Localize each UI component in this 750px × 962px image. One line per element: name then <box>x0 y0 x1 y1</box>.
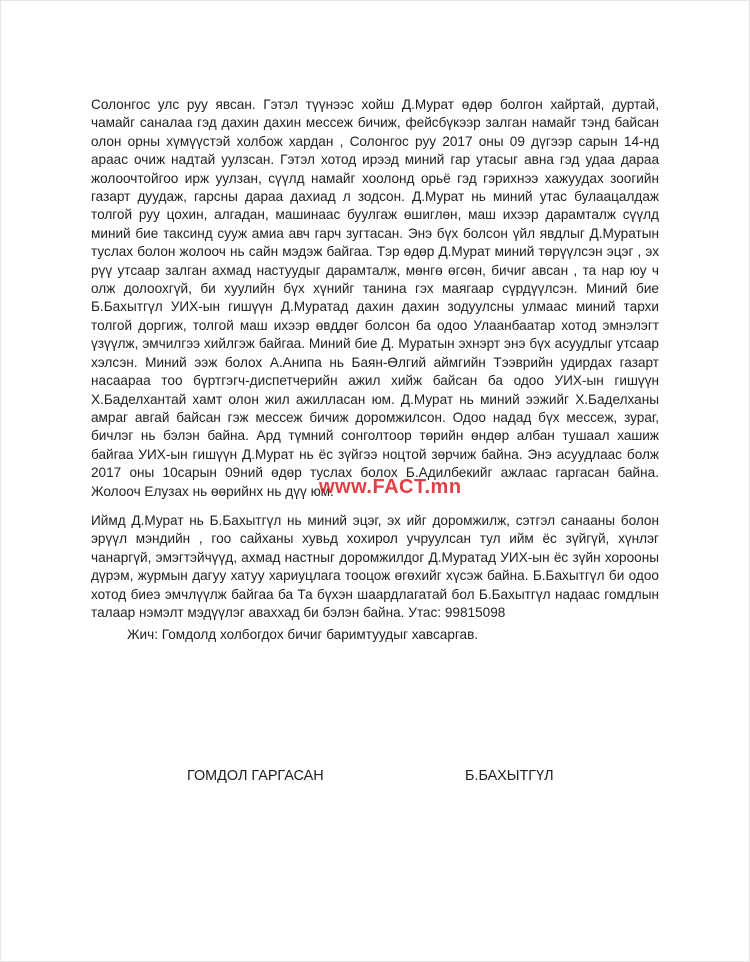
signature-name: Б.БАХЫТГҮЛ <box>465 768 554 784</box>
body-paragraph-1: Солонгос улс руу явсан. Гэтэл түүнээс хойш Д.Мурат өдөр болгон хайртай, дуртай, чамайг саналаа гэд дахин дахин мессеж бичиж, фейсбүкээр залган намайг тэнд байсан олон орны хүмүүстэй холбож хардан , Солонгос руу 2017 оны 09 дүгээр сарын 14-нд араас очиж надтай уулзсан. Гэтэл хотод ирээд миний гар утасыг авна гэд удаа дараа жолоочтойгоо ирж уулзан, сүүлд намайг хоолонд орьё гэд гэрихнээ хажуудах зоогийн газарт дуудаж, гарсны дараа дахиад л зодсон. Д.Мурат нь миний утас булаацалдаж толгой руу цохин, алгадан, машинаас буулгаж өшиглөн, маш ихээр дарамталж сүүлд миний бие таксинд сууж амиа авч гарч зугтасан. Энэ бүх болсон үйл явдлыг Д.Муратын туслах болон жолооч нь сайн мэдэж байгаа. Тэр өдөр Д.Мурат миний төрүүлсэн эцэг , эх рүү утсаар залган ахмад настуудыг дарамталж, мөнгө өгсөн, бичиг авсан , та нар юу ч олж долоохгүй, би хуулийн бүх хүнийг танина гэх маягаар сүрдүүлсэн. Миний бие Б.Бахытгүл УИХ-ын гишүүн Д.Муратад дахин дахин зодуулсны улмаас миний тархи толгой доргиж, толгой маш ихээр өвддөг болсон ба одоо Улаанбаатар хотод эмнэлэгт үзүүлж, эмчилгээ хийлгэж байгаа. Миний бие Д. Муратын эхнэрт энэ бүх асуудлыг утсаар хэлсэн. Миний ээж болох А.Анипа нь Баян-Өлгий аймгийн Тээврийн удирдах газарт насаараа тоо бүртгэгч-диспетчерийн ажил хийж байсан ба одоо УИХ-ын гишүүн Х.Баделхантай хамт олон жил ажилласан юм. Д.Мурат нь миний ээжийг Х.Баделханы амраг авгай байсан гэж мессеж бичиж доромжилсон. Одоо надад бүх мессеж, зураг, бичлэг нь бэлэн байна. Ард түмний сонголтоор төрийн өндөр албан тушаал хашиж байгаа УИХ-ын гишүүн Д.Мурат нь ёс зүйгээ ноцтой зөрчиж байна. Энэ асуудлаас болж 2017 оны 10сарын 09ний өдөр туслах болох Б.Адилбекийг ажлаас гаргасан байна. Жолооч Елузах нь өөрийнх нь дүү юм. <box>91 97 659 499</box>
watermark-text: www.FACT.mn <box>319 476 462 498</box>
body-paragraph-2: Иймд Д.Мурат нь Б.Бахытгүл нь миний эцэг, эх ийг доромжилж, сэтгэл санааны болон эрүүл мэндийн , гоо сайханы хувьд хохирол учруулсан тул ийм ёс зүйгүй, хүнлэг чанаргүй, эмэгтэйчүүд, ахмад настныг доромжилдог Д.Муратад УИХ-ын ёс зүйн хорооны дүрэм, журмын дагуу хатуу хариуцлага тооцож өгөхийг хүсэж байна. Б.Бахытгүл би одоо хотод биеэ эмчлүүлж байгаа ба Та бүхэн шаардлагатай бол Б.Бахытгүл надаас гомдлын талаар нэмэлт мэдүүлэг аваххад би бэлэн байна. Утас: 99815098 <box>91 512 659 620</box>
signature-label: ГОМДОЛ ГАРГАСАН <box>187 768 324 784</box>
document-body <box>91 96 659 645</box>
attachment-note: Жич: Гомдолд холбогдох бичиг баримтуудыг хавсаргав. <box>127 627 479 643</box>
